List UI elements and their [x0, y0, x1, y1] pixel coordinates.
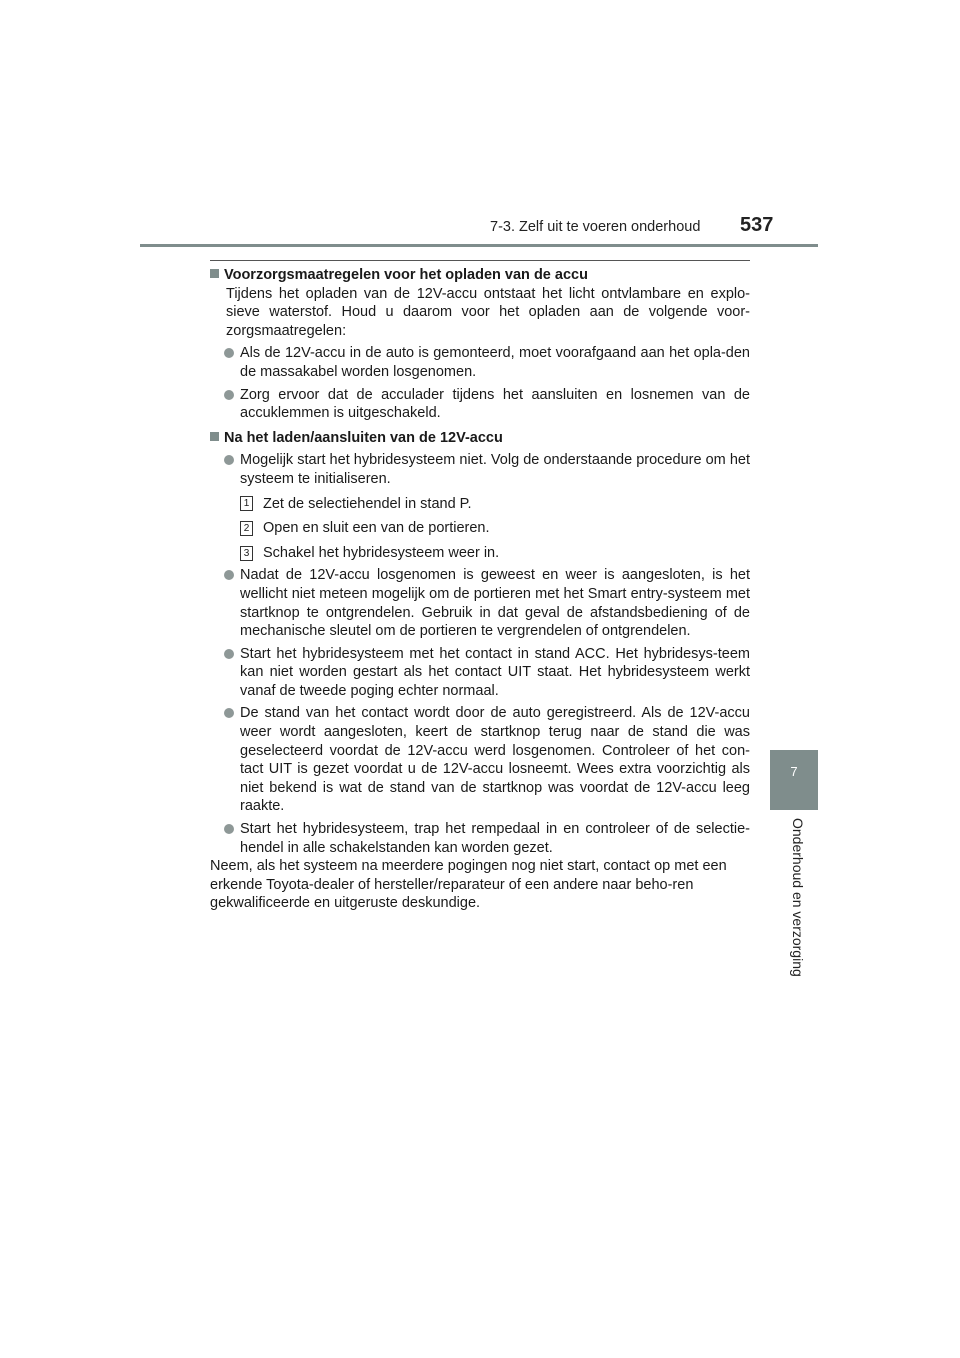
section-heading-text: Na het laden/aansluiten van de 12V-accu — [224, 429, 503, 446]
section-heading — [210, 429, 750, 448]
header-divider — [140, 244, 818, 247]
round-bullet-icon — [224, 649, 234, 659]
list-item — [210, 820, 750, 857]
step-number: 3 — [240, 546, 253, 561]
step-number: 2 — [240, 521, 253, 536]
procedure-step — [210, 495, 750, 514]
list-item — [210, 386, 750, 423]
list-item — [210, 344, 750, 381]
round-bullet-icon — [224, 455, 234, 465]
page-number: 537 — [740, 214, 774, 236]
list-item-text: Nadat de 12V-accu losgenomen is geweest en weer is aangesloten, is het wellicht niet meteen mogelijk om de portieren met het Smart entry-systeem met startknop te ontgrendelen. Gebruik in dat geval de afstandsbediening of de mechanische sleutel om de portieren te vergrendelen of ontgrendelen. — [240, 567, 750, 640]
list-item-text: Zorg ervoor dat de acculader tijdens het aansluiten en losnemen van de accuklemmen is uitgeschakeld. — [240, 386, 750, 422]
main-content — [210, 266, 750, 913]
section-heading-text: Voorzorgsmaatregelen voor het opladen van de accu — [224, 267, 588, 283]
square-bullet-icon — [210, 432, 219, 441]
round-bullet-icon — [224, 708, 234, 718]
list-item-text: Start het hybridesysteem, trap het rempedaal in en controleer of de selectie-hendel in alle schakelstanden kan worden gezet. — [240, 821, 750, 856]
list-item — [210, 451, 750, 488]
list-item-text: Als de 12V-accu in de auto is gemonteerd, moet voorafgaand aan het opla-den de massakabel worden losgenomen. — [240, 345, 750, 380]
step-number: 1 — [240, 496, 253, 511]
chapter-label: Onderhoud en verzorging — [790, 818, 806, 977]
procedure-step — [210, 544, 750, 563]
list-item-text: Mogelijk start het hybridesysteem niet. Volg de onderstaande procedure om het systeem te initialiseren. — [240, 452, 750, 487]
list-item-text: De stand van het contact wordt door de auto geregistreerd. Als de 12V-accu weer wordt aangesloten, keert de startknop terug naar de stand die was geselecteerd voordat de 12V-accu werd losgenomen. Controleer of het con-tact UIT is gezet voordat u de 12V-accu losneemt. Wees extra voorzichtig als niet bekend is wat de stand van de startknop was voordat de 12V-accu leeg raakte. — [240, 705, 750, 815]
round-bullet-icon — [224, 390, 234, 400]
list-item — [210, 704, 750, 816]
step-text: Zet de selectiehendel in stand P. — [263, 495, 472, 512]
chapter-number: 7 — [790, 764, 798, 779]
list-item-text: Start het hybridesysteem met het contact in stand ACC. Het hybridesys-teem kan niet worden gestart als het contact UIT staat. Het hybridesysteem werkt vanaf de tweede poging echter normaal. — [240, 645, 750, 699]
round-bullet-icon — [224, 348, 234, 358]
section-heading — [210, 266, 750, 285]
list-item — [210, 645, 750, 701]
closing-paragraph: Neem, als het systeem na meerdere pogingen nog niet start, contact op met een erkende Toyota-dealer of hersteller/reparateur of een andere naar beho-ren gekwalificeerde en uitgeruste deskundige. — [210, 858, 727, 912]
section-intro: Tijdens het opladen van de 12V-accu ontstaat het licht ontvlambare en explo-sieve waterstof. Houd u daarom voor het opladen aan de volgende voor-zorgsmaatregelen: — [226, 285, 750, 339]
chapter-tab — [770, 750, 818, 810]
step-text: Schakel het hybridesysteem weer in. — [263, 544, 500, 561]
list-item — [210, 566, 750, 640]
procedure-step — [210, 519, 750, 538]
content-top-divider — [210, 260, 750, 261]
square-bullet-icon — [210, 269, 219, 278]
round-bullet-icon — [224, 570, 234, 580]
step-text: Open en sluit een van de portieren. — [263, 520, 490, 537]
section-title: 7-3. Zelf uit te voeren onderhoud — [490, 219, 701, 235]
round-bullet-icon — [224, 824, 234, 834]
